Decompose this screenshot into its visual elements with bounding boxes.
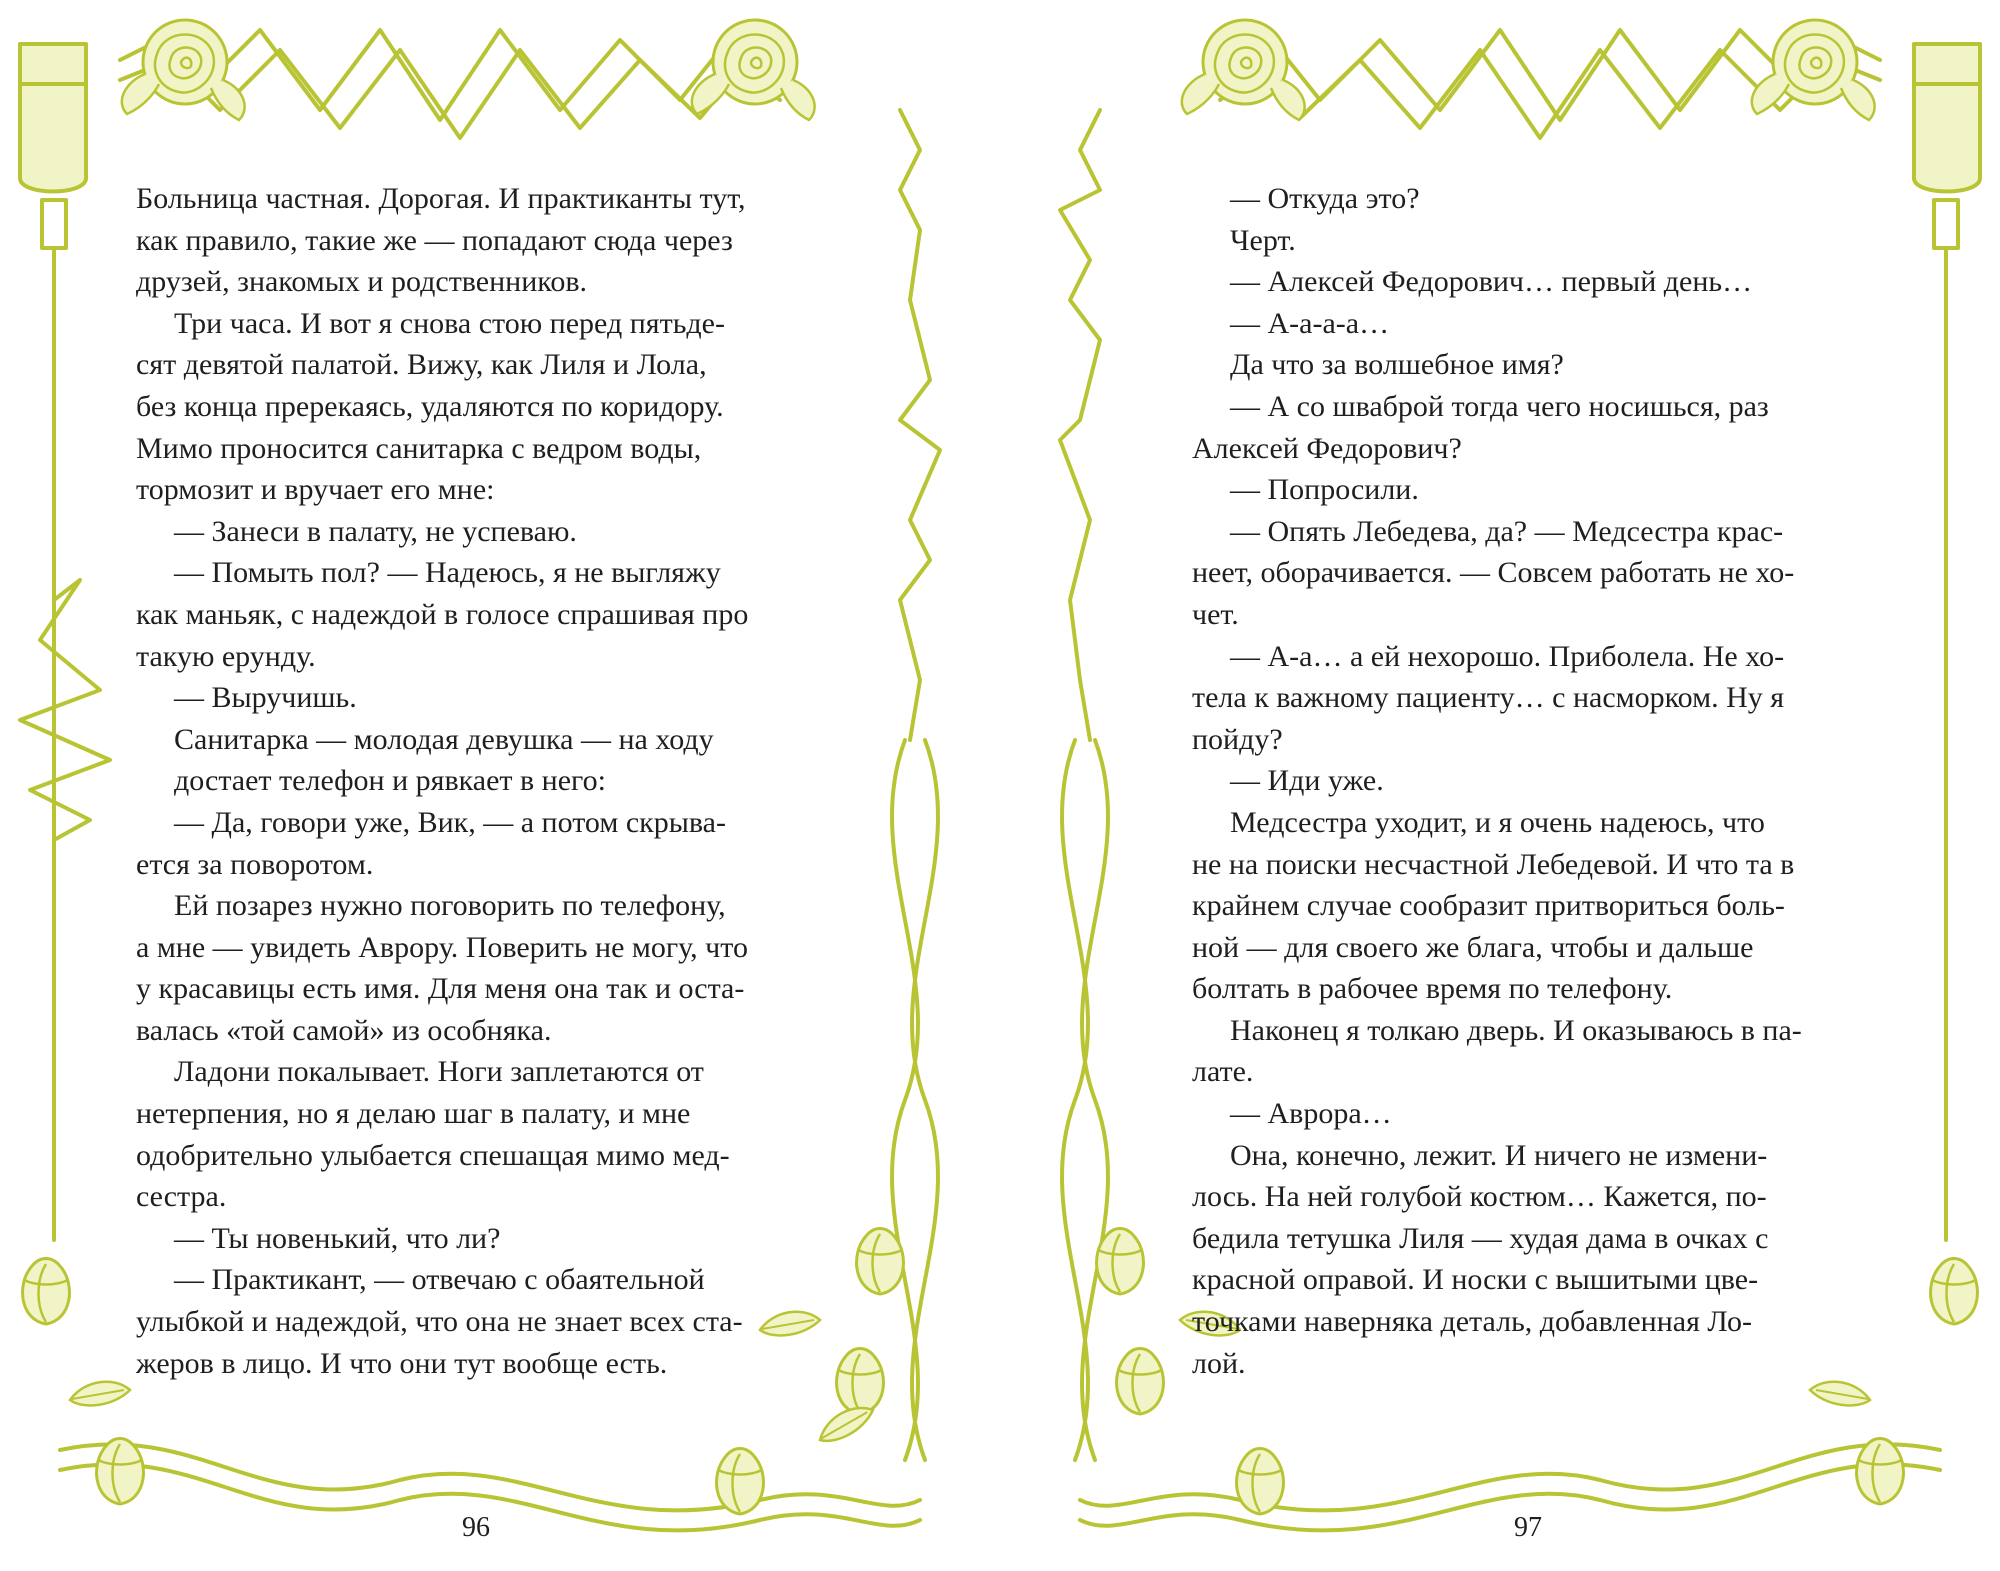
text-line: — Попросили. bbox=[1230, 473, 1419, 507]
text-line: болтать в рабочее время по телефону. bbox=[1192, 972, 1673, 1006]
text-line: друзей, знакомых и родственников. bbox=[136, 265, 587, 299]
text-line: точками наверняка деталь, добавленная Ло- bbox=[1192, 1305, 1752, 1339]
text-line: тормозит и вручает его мне: bbox=[136, 473, 495, 507]
text-line: валась «той самой» из особняка. bbox=[136, 1013, 552, 1047]
text-line: чет. bbox=[1192, 597, 1239, 631]
text-line: Мимо проносится санитарка с ведром воды, bbox=[136, 431, 702, 465]
text-line: крайнем случае сообразит притвориться боль- bbox=[1192, 889, 1785, 923]
text-line: тела к важному пациенту… с насморком. Ну я bbox=[1192, 681, 1785, 715]
text-line: пойду? bbox=[1192, 722, 1283, 756]
text-line: достает телефон и рявкает в него: bbox=[174, 764, 606, 798]
text-line: такую ерунду. bbox=[136, 639, 316, 673]
left-page-text bbox=[136, 178, 816, 1384]
text-line: улыбкой и надеждой, что она не знает всех ста- bbox=[136, 1305, 743, 1339]
text-line: неет, оборачивается. — Совсем работать не хо- bbox=[1192, 556, 1795, 590]
page-number-left: 96 bbox=[462, 1512, 490, 1543]
text-line: Ей позарез нужно поговорить по телефону, bbox=[174, 889, 726, 923]
text-line: — Выручишь. bbox=[174, 681, 357, 715]
text-line: — Аврора… bbox=[1230, 1097, 1392, 1131]
text-line: — Да, говори уже, Вик, — а потом скрыва- bbox=[174, 805, 726, 839]
text-line: ной — для своего же блага, чтобы и дальше bbox=[1192, 930, 1754, 964]
text-line: — Опять Лебедева, да? — Медсестра крас- bbox=[1230, 514, 1784, 548]
text-line: жеров в лицо. И что они тут вообще есть. bbox=[136, 1346, 668, 1380]
text-line: Ладони покалывает. Ноги заплетаются от bbox=[174, 1055, 704, 1089]
text-line: — А-а… а ей нехорошо. Приболела. Не хо- bbox=[1230, 639, 1785, 673]
text-line: — Помыть пол? — Надеюсь, я не выгляжу bbox=[174, 556, 721, 590]
text-line: — Практикант, — отвечаю с обаятельной bbox=[174, 1263, 705, 1297]
text-line: не на поиски несчастной Лебедевой. И что та в bbox=[1192, 847, 1795, 881]
text-line: Черт. bbox=[1230, 223, 1296, 257]
text-line: — Алексей Федорович… первый день… bbox=[1230, 265, 1753, 299]
text-line: лой. bbox=[1192, 1346, 1246, 1380]
text-line: Три часа. И вот я снова стою перед пятьде- bbox=[174, 306, 725, 340]
text-line: Да что за волшебное имя? bbox=[1230, 348, 1564, 382]
text-line: — А со шваброй тогда чего носишься, раз bbox=[1230, 389, 1769, 423]
text-line: Больница частная. Дорогая. И практиканты тут, bbox=[136, 182, 746, 215]
text-line: лате. bbox=[1192, 1055, 1254, 1089]
text-line: как маньяк, с надеждой в голосе спрашивая про bbox=[136, 597, 749, 631]
text-line: — А-а-а-а… bbox=[1230, 306, 1390, 340]
text-line: без конца пререкаясь, удаляются по коридору. bbox=[136, 389, 724, 423]
page-number-right: 97 bbox=[1514, 1512, 1542, 1543]
text-line: сестра. bbox=[136, 1180, 227, 1214]
text-line: как правило, такие же — попадают сюда через bbox=[136, 223, 733, 257]
text-line: — Занеси в палату, не успеваю. bbox=[174, 514, 577, 548]
text-line: одобрительно улыбается спешащая мимо мед- bbox=[136, 1138, 730, 1172]
text-line: нетерпения, но я делаю шаг в палату, и мне bbox=[136, 1097, 691, 1131]
text-line: красной оправой. И носки с вышитыми цве- bbox=[1192, 1263, 1759, 1297]
text-line: бедила тетушка Лиля — худая дама в очках с bbox=[1192, 1221, 1769, 1255]
text-line: — Иди уже. bbox=[1230, 764, 1384, 798]
text-line: ется за поворотом. bbox=[136, 847, 374, 881]
text-line: — Откуда это? bbox=[1230, 182, 1420, 215]
right-page-text bbox=[1192, 178, 1872, 1384]
text-line: Медсестра уходит, и я очень надеюсь, что bbox=[1230, 805, 1765, 839]
text-line: сят девятой палатой. Вижу, как Лиля и Лола, bbox=[136, 348, 707, 382]
text-line: Наконец я толкаю дверь. И оказываюсь в па- bbox=[1230, 1013, 1802, 1047]
text-line: лось. На ней голубой костюм… Кажется, по- bbox=[1192, 1180, 1767, 1214]
text-line: Санитарка — молодая девушка — на ходу bbox=[174, 722, 714, 756]
text-line: — Ты новенький, что ли? bbox=[174, 1221, 501, 1255]
text-line: Она, конечно, лежит. И ничего не измени- bbox=[1230, 1138, 1768, 1172]
text-line: Алексей Федорович? bbox=[1192, 431, 1462, 465]
text-line: а мне — увидеть Аврору. Поверить не могу, что bbox=[136, 930, 748, 964]
text-line: у красавицы есть имя. Для меня она так и оста- bbox=[136, 972, 745, 1006]
